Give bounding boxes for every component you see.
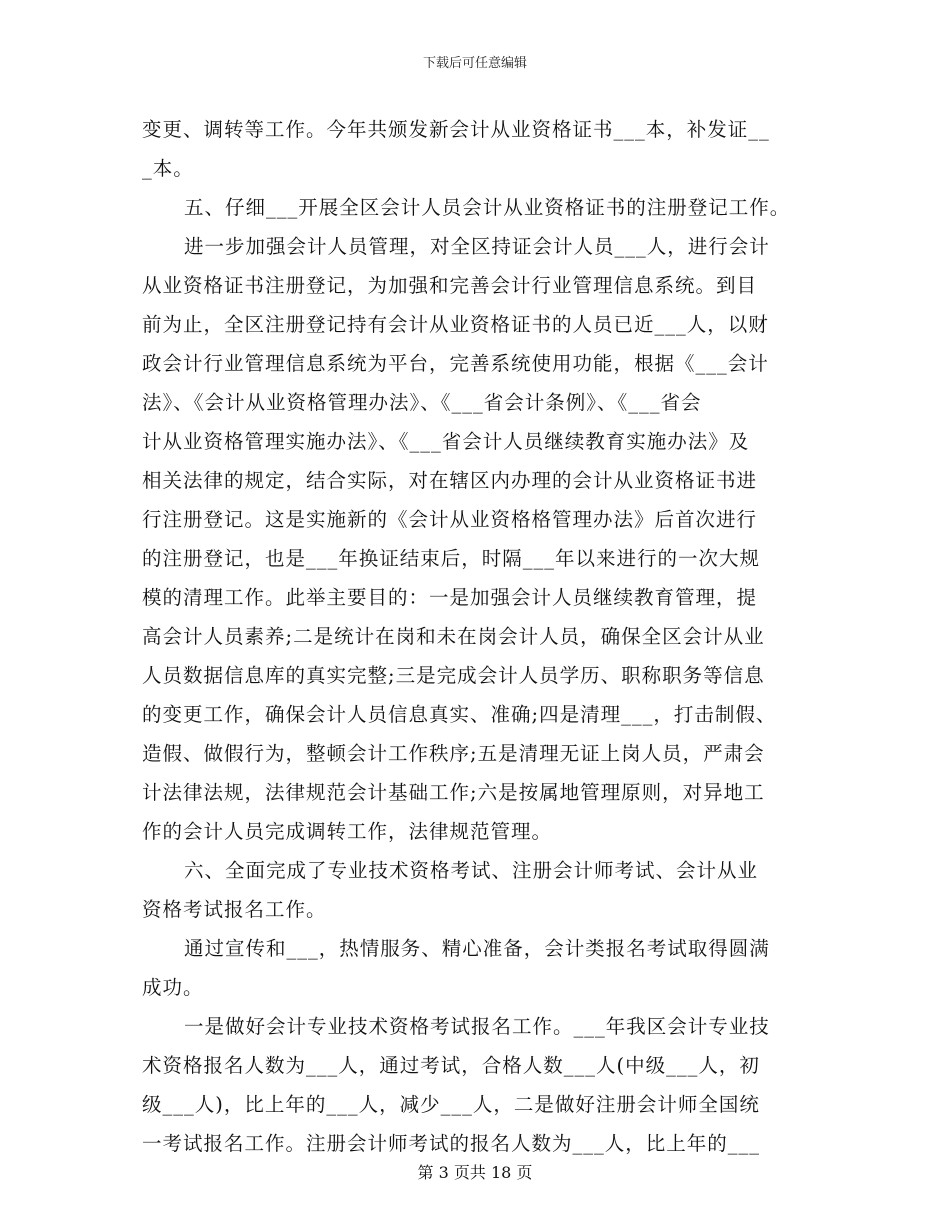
text-line: 从业资格证书注册登记，为加强和完善会计行业管理信息系统。到目 bbox=[142, 274, 758, 297]
text-line: 资格考试报名工作。 bbox=[142, 898, 327, 921]
text-line: 政会计行业管理信息系统为平台，完善系统使用功能，根据《___会计 bbox=[142, 352, 769, 375]
text-line: 高会计人员素养;二是统计在岗和未在岗会计人员，确保全区会计从业 bbox=[142, 625, 765, 648]
text-line: 通过宣传和___，热情服务、精心准备，会计类报名考试取得圆满 bbox=[184, 937, 770, 960]
text-line: 相关法律的规定，结合实际，对在辖区内办理的会计从业资格证书进 bbox=[142, 469, 758, 492]
text-line: 模的清理工作。此举主要目的：一是加强会计人员继续教育管理，提 bbox=[142, 586, 758, 609]
text-line: 一考试报名工作。注册会计师考试的报名人数为___人，比上年的___ bbox=[142, 1132, 761, 1155]
section-heading: 六、全面完成了专业技术资格考试、注册会计师考试、会计从业 bbox=[184, 859, 759, 882]
text-line: 人员数据信息库的真实完整;三是完成会计人员学历、职称职务等信息 bbox=[142, 664, 765, 687]
text-line: 计从业资格管理实施办法》、《___省会计人员继续教育实施办法》及 bbox=[142, 430, 750, 453]
text-line: _本。 bbox=[142, 157, 194, 180]
text-line: 法》、《会计从业资格管理办法》、《___省会计条例》、《___省会 bbox=[142, 391, 702, 414]
text-line: 成功。 bbox=[142, 976, 204, 999]
text-line: 造假、做假行为，整顿会计工作秩序;五是清理无证上岗人员，严肃会 bbox=[142, 742, 765, 765]
page-footer: 第 3 页共 18 页 bbox=[417, 1163, 533, 1182]
section-heading: 五、仔细___开展全区会计人员会计从业资格证书的注册登记工作。 bbox=[184, 196, 791, 219]
page-header: 下载后可任意编辑 bbox=[422, 56, 527, 71]
body-text bbox=[142, 110, 822, 1163]
text-line: 的注册登记，也是___年换证结束后，时隔___年以来进行的一次大规 bbox=[142, 547, 761, 570]
text-line: 计法律法规，法律规范会计基础工作;六是按属地管理原则，对异地工 bbox=[142, 781, 765, 804]
text-line: 一是做好会计专业技术资格考试报名工作。___年我区会计专业技 bbox=[184, 1015, 770, 1038]
text-line: 行注册登记。这是实施新的《会计从业资格格管理办法》后首次进行 bbox=[142, 508, 758, 531]
text-line: 的变更工作，确保会计人员信息真实、准确;四是清理___，打击制假、 bbox=[142, 703, 777, 726]
text-line: 进一步加强会计人员管理，对全区持证会计人员___人，进行会计 bbox=[184, 235, 770, 258]
text-line: 作的会计人员完成调转工作，法律规范管理。 bbox=[142, 820, 553, 843]
text-line: 术资格报名人数为___人，通过考试，合格人数___人(中级___人，初 bbox=[142, 1054, 760, 1077]
text-line: 前为止，全区注册登记持有会计从业资格证书的人员已近___人，以财 bbox=[142, 313, 769, 336]
text-line: 级___人)，比上年的___人，减少___人，二是做好注册会计师全国统 bbox=[142, 1093, 760, 1116]
text-line: 变更、调转等工作。今年共颁发新会计从业资格证书___本，补发证__ bbox=[142, 118, 770, 141]
